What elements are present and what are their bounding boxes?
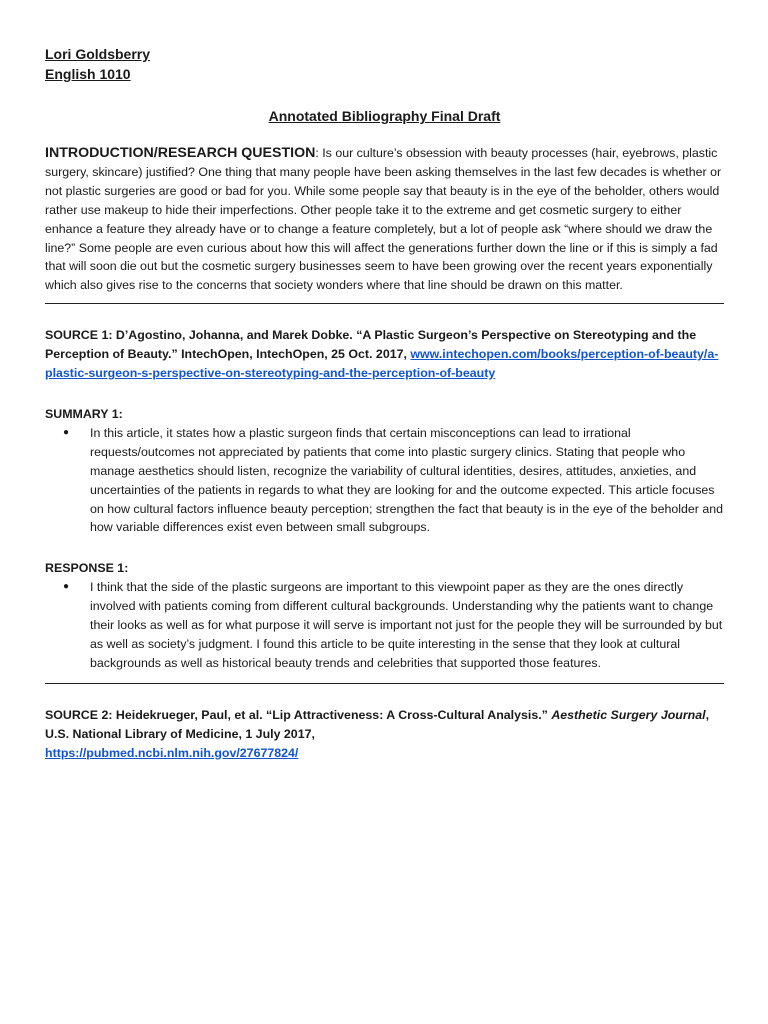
intro-paragraph xyxy=(45,144,724,295)
list-item xyxy=(45,424,724,537)
source-1-citation-text: SOURCE 1: D’Agostino, Johanna, and Marek Dobke. “A Plastic Surgeon’s Perspective on Stereotyping and the Perception of Beauty.” IntechOpen, IntechOpen, 25 Oct. 2017, xyxy=(45,328,697,362)
intro-text: : Is our culture’s obsession with beauty processes (hair, eyebrows, plastic surgery, skincare) justified? One thing that many people have been asking themselves in the last few decades is whether or not plastic surgeries are good or bad for you. While some people say that beauty is in the eye of the beholder, others would rather use makeup to hide their imperfections. Other people take it to the extreme and get cosmetic surgery to either enhance a feature they already have or to change a feature completely, but a lot of people ask “where should we draw the line?” Some people are even curious about how this will affect the generations further down the line or if this is simply a fad that will soon die out but the cosmetic surgery businesses seem to have been growing over the recent years exponentially which also gives rise to the concerns that society wonders where that line should be drawn on this matter. xyxy=(45,146,722,293)
bullet-icon: ● xyxy=(63,426,70,438)
source-2-link[interactable]: https://pubmed.ncbi.nlm.nih.gov/27677824/ xyxy=(45,745,299,760)
response-1-text: I think that the side of the plastic surgeons are important to this viewpoint paper as they are the ones directly involved with patients coming from different cultural backgrounds. Understanding why the patients want to change their looks as well as for what purpose it will serve is important not just for the people they will be surrounded by but as well as society’s judgment. I found this article to be quite interesting in the sense that they look at cultural backgrounds as well as historical beauty trends and celebrities that supported those features. xyxy=(90,580,723,670)
section-divider xyxy=(45,303,724,304)
source-1-citation xyxy=(45,326,724,383)
summary-1-text: In this article, it states how a plastic surgeon finds that certain misconceptions can lead to irrational requests/outcomes not appreciated by patients that come into plastic surgery clinics. Stating that people who manage aesthetics should listen, recognize the variability of cultural identities, desires, attitudes, anxieties, and uncertainties of the patients in regards to what they are looking for and the outcome expected. This article focuses on how cultural factors influence beauty perception; strengthen the fact that beauty is in the eye of the beholder and how variable differences exist even between small subgroups. xyxy=(90,425,724,535)
response-1-heading: RESPONSE 1: xyxy=(45,561,129,576)
response-1-list xyxy=(45,578,724,673)
intro-heading: INTRODUCTION/RESEARCH QUESTION xyxy=(45,145,316,161)
course-name: English 1010 xyxy=(45,66,131,82)
summary-1-list xyxy=(45,424,724,537)
list-item xyxy=(45,578,724,673)
section-divider xyxy=(45,683,724,684)
author-name: Lori Goldsberry xyxy=(45,46,151,62)
source-2-citation-text-a: SOURCE 2: Heidekrueger, Paul, et al. “Lip Attractiveness: A Cross-Cultural Analysis.” xyxy=(45,707,552,722)
source-1-link[interactable]: www.intechopen.com/books/perception-of-beauty/a-plastic-surgeon-s-perspective-on-stereotyping-and-the-perception-of-beauty xyxy=(45,347,719,381)
source-2-journal: Aesthetic Surgery Journal xyxy=(551,707,706,722)
source-2-citation xyxy=(45,706,724,763)
source-2-citation-text-b: , U.S. National Library of Medicine, 1 July 2017, xyxy=(45,707,710,741)
bullet-icon: ● xyxy=(63,581,70,593)
summary-1-heading: SUMMARY 1: xyxy=(45,406,123,421)
document-title: Annotated Bibliography Final Draft xyxy=(268,108,501,124)
